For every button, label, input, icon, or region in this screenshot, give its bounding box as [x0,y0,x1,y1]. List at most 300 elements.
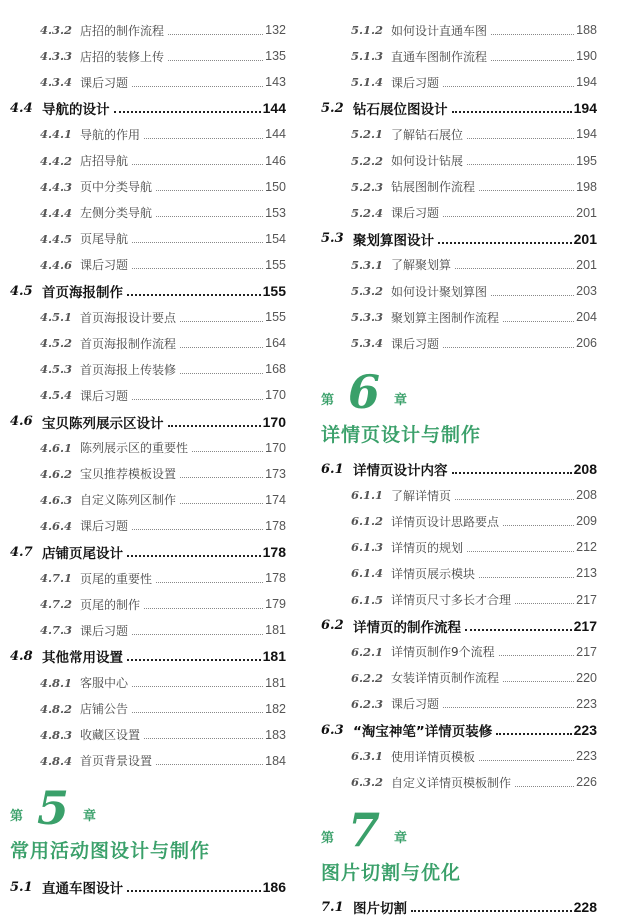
entry-page-number: 194 [573,100,597,117]
entry-title: 客服中心 [80,676,129,690]
entry-number: 4.6.3 [40,492,73,507]
entry-number: 4.4.4 [40,205,73,220]
entry-number: 6.1.4 [351,566,384,581]
entry-number: 5.2 [321,100,344,116]
dot-leader [144,738,263,739]
dot-leader [479,190,574,191]
entry-number: 5.2.2 [351,153,384,168]
entry-title: 首页海报制作流程 [80,336,177,351]
entry-page-number: 203 [576,284,597,298]
entry-title: 陈列展示区的重要性 [80,441,189,456]
dot-leader [467,551,574,552]
toc-subsection-entry[interactable] [40,72,286,92]
entry-page-number: 217 [576,644,597,659]
entry-page-number: 204 [576,310,597,325]
entry-title: 店铺公告 [80,702,129,717]
entry-title: 了解聚划算 [391,258,452,273]
entry-title: 女装详情页制作流程 [391,671,500,686]
entry-page-number: 135 [265,49,286,64]
entry-title: 详情页制作9个流程 [391,645,495,660]
chapter-zhang-label: 章 [394,393,408,408]
toc-section-entry[interactable] [10,98,286,118]
dot-leader [515,603,574,604]
entry-number: 7.1 [321,899,344,915]
toc-subsection-entry[interactable] [40,751,286,771]
entry-number: 5.3.2 [351,284,384,298]
dot-leader [132,399,263,400]
dot-leader [465,629,572,631]
entry-title: 店招的制作流程 [80,23,165,38]
dot-leader [127,294,261,296]
toc-section-entry[interactable] [10,646,286,666]
entry-title: 钻石展位图设计 [353,102,448,119]
entry-number: 4.7.2 [40,597,73,612]
dot-leader [132,634,263,635]
entry-number: 4.7 [10,544,33,560]
entry-title: 图片切割 [353,901,407,917]
entry-title: 页尾的制作 [80,597,141,612]
entry-title: 页尾的重要性 [80,571,153,586]
toc-subsection-entry[interactable] [351,746,597,766]
entry-number: 4.6.4 [40,518,73,533]
dot-leader [491,295,574,296]
entry-number: 4.8.3 [40,727,73,742]
entry-page-number: 201 [576,257,597,272]
dot-leader [168,425,261,427]
entry-title: 店铺页尾设计 [42,546,123,562]
entry-number: 4.6 [10,414,33,429]
entry-title: 宝贝推荐模板设置 [80,467,177,482]
toc-subsection-entry[interactable] [40,725,286,745]
entry-page-number: 223 [576,749,597,764]
chapter-di-label: 第 [10,809,24,824]
dot-leader [411,910,572,912]
entry-title: 课后习题 [391,206,440,221]
chapter-title: 图片切割与优化 [321,862,462,884]
entry-number: 6.2.3 [351,696,384,711]
entry-title: 详情页尺寸多长才合理 [391,593,512,607]
toc-subsection-entry[interactable] [351,642,597,662]
dot-leader [168,60,263,61]
chapter-number: 5 [37,781,70,835]
entry-title: 钻展图制作流程 [391,180,476,195]
toc-subsection-entry[interactable] [351,694,597,714]
toc-subsection-entry[interactable] [40,516,286,536]
dot-leader [443,86,574,87]
entry-number: 4.4 [10,100,33,116]
entry-number: 4.5.4 [40,388,73,403]
chapter-number: 7 [348,803,381,857]
dot-leader [455,268,574,269]
entry-page-number: 209 [576,514,597,529]
entry-number: 4.4.2 [40,153,73,168]
entry-number: 4.5.2 [40,336,73,351]
entry-number: 6.2 [321,618,344,634]
entry-title: 首页海报设计要点 [80,310,177,325]
entry-page-number: 153 [265,205,286,220]
chapter-7-number-line [321,803,461,857]
dot-leader [156,582,263,583]
toc-subsection-entry[interactable] [40,151,286,171]
entry-number: 4.8.1 [40,675,73,690]
entry-title: 如何设计聚划算图 [391,284,488,299]
toc-subsection-entry[interactable] [351,151,597,171]
dot-leader [455,499,574,500]
toc-subsection-entry[interactable] [40,620,286,640]
entry-number: 6.1.1 [351,488,384,503]
entry-page-number: 168 [265,362,286,377]
dot-leader [132,242,263,243]
toc-subsection-entry[interactable] [40,20,286,40]
entry-page-number: 178 [265,518,286,533]
dot-leader [443,347,574,348]
dot-leader [496,733,571,735]
toc-subsection-entry[interactable] [351,20,597,40]
dot-leader [503,681,574,682]
entry-page-number: 223 [573,722,597,738]
toc-subsection-entry[interactable] [351,485,597,505]
chapter-zhang-label: 章 [83,809,97,824]
toc-subsection-entry[interactable] [351,772,597,792]
entry-title: 课后习题 [80,75,129,90]
entry-title: 导航的设计 [42,102,110,119]
entry-number: 6.1 [321,461,344,477]
entry-page-number: 206 [576,336,597,351]
entry-page-number: 217 [576,592,597,607]
toc-section-entry[interactable] [10,281,286,301]
toc-subsection-entry[interactable] [40,307,286,327]
toc-subsection-entry[interactable] [351,668,597,688]
entry-number: 4.7.3 [40,623,73,638]
dot-leader [479,760,574,761]
entry-number: 5.2.3 [351,179,384,194]
entry-title: 左侧分类导航 [80,206,153,221]
entry-page-number: 190 [576,49,597,64]
dot-leader [452,111,572,113]
entry-page-number: 170 [262,413,286,430]
entry-page-number: 144 [262,100,286,117]
toc-section-entry[interactable] [321,229,597,249]
chapter-number: 6 [348,365,381,419]
entry-number: 5.2.4 [351,205,384,220]
entry-number: 5.1.3 [351,49,384,64]
toc-section-entry[interactable] [321,98,597,118]
entry-number: 5.1.4 [351,75,384,90]
entry-page-number: 194 [576,127,597,142]
chapter-title: 详情页设计与制作 [321,424,482,446]
dot-leader [156,764,263,765]
entry-title: 自定义陈列区制作 [80,493,177,508]
entry-page-number: 226 [576,775,597,790]
dot-leader [156,216,263,217]
dot-leader [491,34,574,35]
dot-leader [467,138,574,139]
entry-title: 详情页展示模块 [391,566,476,581]
entry-title: 店招导航 [80,154,129,168]
toc-section-entry[interactable] [321,459,597,479]
entry-page-number: 174 [265,492,286,507]
dot-leader [438,242,572,244]
entry-number: 6.3.2 [351,775,384,790]
dot-leader [180,503,263,504]
entry-page-number: 143 [265,75,286,90]
dot-leader [132,529,263,530]
toc-subsection-entry[interactable] [40,333,286,353]
entry-page-number: 201 [576,205,597,220]
toc-subsection-entry[interactable] [351,511,597,531]
chapter-6-number-line [321,365,481,419]
entry-number: 4.5.1 [40,310,73,325]
toc-subsection-entry[interactable] [351,307,597,327]
entry-page-number: 198 [576,179,597,194]
entry-title: 首页海报上传装修 [80,362,177,377]
chapter-di-label: 第 [321,831,335,846]
entry-title: 课后习题 [391,697,440,712]
chapter-7-heading [321,803,462,885]
entry-number: 4.8.4 [40,753,73,768]
entry-title: 页尾导航 [80,232,129,247]
chapter-title: 常用活动图设计与制作 [10,840,211,862]
toc-section-entry[interactable] [321,897,597,917]
entry-number: 5.3 [321,231,344,247]
toc-subsection-entry[interactable] [351,72,597,92]
entry-title: 直通车图制作流程 [391,49,488,64]
entry-number: 5.3.4 [351,336,384,351]
dot-leader [156,190,263,191]
entry-page-number: 170 [265,388,286,403]
entry-page-number: 184 [265,753,286,768]
entry-title: 详情页设计思路要点 [391,514,500,529]
entry-page-number: 164 [265,336,286,351]
toc-subsection-entry[interactable] [40,385,286,405]
entry-page-number: 181 [265,623,286,638]
entry-title: 如何设计钻展 [391,154,464,168]
entry-page-number: 208 [576,488,597,503]
entry-number: 4.3.3 [40,49,73,64]
toc-subsection-entry[interactable] [351,124,597,144]
dot-leader [127,890,261,892]
dot-leader [499,655,575,656]
dot-leader [132,164,263,165]
entry-page-number: 188 [576,23,597,37]
entry-page-number: 223 [576,696,597,711]
entry-number: 4.6.1 [40,440,73,455]
entry-page-number: 179 [265,597,286,612]
entry-title: 首页背景设置 [80,754,153,769]
dot-leader [114,111,261,113]
entry-number: 5.1.2 [351,23,384,37]
toc-subsection-entry[interactable] [40,203,286,223]
dot-leader [144,608,263,609]
dot-leader [180,373,263,374]
entry-title: 聚划算主图制作流程 [391,310,500,325]
entry-page-number: 183 [265,727,286,742]
toc-subsection-entry[interactable] [40,490,286,510]
toc-subsection-entry[interactable] [351,203,597,223]
entry-title: 详情页的制作流程 [353,619,461,636]
dot-leader [144,138,263,139]
dot-leader [452,472,572,474]
chapter-5-heading [10,781,211,863]
entry-title: 课后习题 [80,623,129,638]
entry-page-number: 220 [576,670,597,685]
toc-subsection-entry[interactable] [40,359,286,379]
entry-title: 宝贝陈列展示区设计 [42,415,164,432]
entry-number: 4.6.2 [40,466,73,481]
toc-subsection-entry[interactable] [351,177,597,197]
entry-page-number: 213 [576,566,597,581]
entry-page-number: 173 [265,466,286,481]
toc-subsection-entry[interactable] [40,255,286,275]
toc-subsection-entry[interactable] [40,464,286,484]
entry-title: 了解钻石展位 [391,127,464,142]
chapter-6-heading [321,365,482,447]
dot-leader [127,659,261,661]
dot-leader [127,555,261,557]
entry-number: 4.8.2 [40,701,73,716]
entry-number: 4.3.4 [40,75,73,90]
entry-number: 4.7.1 [40,571,73,586]
entry-page-number: 170 [265,440,286,455]
entry-page-number: 155 [262,283,286,299]
entry-title: 课后习题 [80,388,129,403]
entry-title: 导航的作用 [80,127,141,142]
toc-subsection-entry[interactable] [351,537,597,557]
entry-title: 课后习题 [391,75,440,90]
dot-leader [443,707,574,708]
entry-number: 5.3.1 [351,257,384,272]
toc-subsection-entry[interactable] [40,46,286,66]
entry-number: 6.2.2 [351,670,384,685]
entry-number: 4.4.3 [40,179,73,194]
dot-leader [503,321,574,322]
dot-leader [132,686,263,687]
entry-page-number: 186 [262,879,286,895]
dot-leader [180,477,263,478]
entry-number: 4.4.5 [40,231,73,246]
dot-leader [180,347,263,348]
toc-subsection-entry[interactable] [40,699,286,719]
toc-subsection-entry[interactable] [40,568,286,588]
toc-subsection-entry[interactable] [351,255,597,275]
dot-leader [503,525,574,526]
entry-number: 4.3.2 [40,23,73,37]
entry-number: 5.2.1 [351,127,384,142]
toc-section-entry[interactable] [10,412,286,432]
entry-title: 详情页设计内容 [353,463,448,479]
entry-number: 6.1.2 [351,514,384,529]
dot-leader [132,268,263,269]
entry-title: 课后习题 [80,519,129,534]
entry-page-number: 201 [573,230,597,247]
entry-page-number: 195 [576,153,597,168]
entry-title: 聚划算图设计 [353,232,434,249]
entry-page-number: 208 [573,461,597,477]
entry-title: “淘宝神笔”详情页装修 [353,724,493,740]
toc-subsection-entry[interactable] [351,590,597,610]
toc-subsection-entry[interactable] [351,333,597,353]
toc-section-entry[interactable] [321,616,597,636]
entry-title: 如何设计直通车图 [391,23,488,38]
entry-title: 自定义详情页模板制作 [391,775,512,790]
entry-page-number: 178 [265,571,286,586]
dot-leader [515,786,574,787]
toc-subsection-entry[interactable] [40,177,286,197]
entry-title: 收藏区设置 [80,728,141,743]
entry-title: 直通车图设计 [42,881,123,897]
entry-page-number: 155 [265,257,286,272]
entry-page-number: 228 [573,899,597,915]
dot-leader [180,321,263,322]
toc-subsection-entry[interactable] [40,594,286,614]
entry-number: 6.1.3 [351,540,384,555]
entry-number: 4.5.3 [40,362,73,377]
entry-page-number: 212 [576,540,597,555]
entry-number: 6.1.5 [351,592,384,607]
entry-title: 店招的装修上传 [80,49,165,64]
entry-number: 4.4.6 [40,257,73,272]
toc-subsection-entry[interactable] [40,673,286,693]
toc-subsection-entry[interactable] [40,229,286,249]
chapter-5-number-line [10,781,210,835]
entry-number: 4.8 [10,648,33,664]
entry-number: 5.3.3 [351,310,384,325]
toc-section-entry[interactable] [321,720,597,740]
entry-page-number: 146 [265,153,286,168]
dot-leader [443,216,574,217]
toc-subsection-entry[interactable] [351,563,597,583]
entry-page-number: 155 [265,310,286,325]
entry-title: 详情页的规划 [391,540,464,555]
dot-leader [467,164,574,165]
dot-leader [479,577,574,578]
toc-subsection-entry[interactable] [351,46,597,66]
dot-leader [132,86,263,87]
dot-leader [132,712,263,713]
dot-leader [491,60,574,61]
entry-page-number: 182 [265,701,286,716]
entry-title: 课后习题 [391,336,440,351]
toc-subsection-entry[interactable] [40,124,286,144]
entry-number: 6.3 [321,722,344,738]
entry-title: 其他常用设置 [42,650,123,667]
entry-number: 4.5 [10,283,33,299]
entry-number: 6.2.1 [351,644,384,659]
entry-page-number: 181 [265,675,286,690]
entry-page-number: 217 [573,617,597,634]
entry-page-number: 194 [576,75,597,90]
chapter-zhang-label: 章 [394,831,408,846]
chapter-di-label: 第 [321,393,335,408]
entry-number: 5.1 [10,879,33,895]
entry-title: 课后习题 [80,258,129,273]
entry-title: 首页海报制作 [42,285,123,301]
toc-section-entry[interactable] [10,877,286,897]
dot-leader [168,34,263,35]
entry-page-number: 178 [262,544,286,560]
entry-number: 6.3.1 [351,749,384,764]
entry-page-number: 181 [262,648,286,665]
entry-title: 使用详情页模板 [391,749,476,764]
toc-section-entry[interactable] [10,542,286,562]
toc-subsection-entry[interactable] [351,281,597,301]
entry-page-number: 150 [265,179,286,194]
entry-page-number: 154 [265,231,286,246]
toc-subsection-entry[interactable] [40,438,286,458]
entry-title: 了解详情页 [391,488,452,503]
entry-page-number: 144 [265,127,286,142]
entry-title: 页中分类导航 [80,180,153,195]
